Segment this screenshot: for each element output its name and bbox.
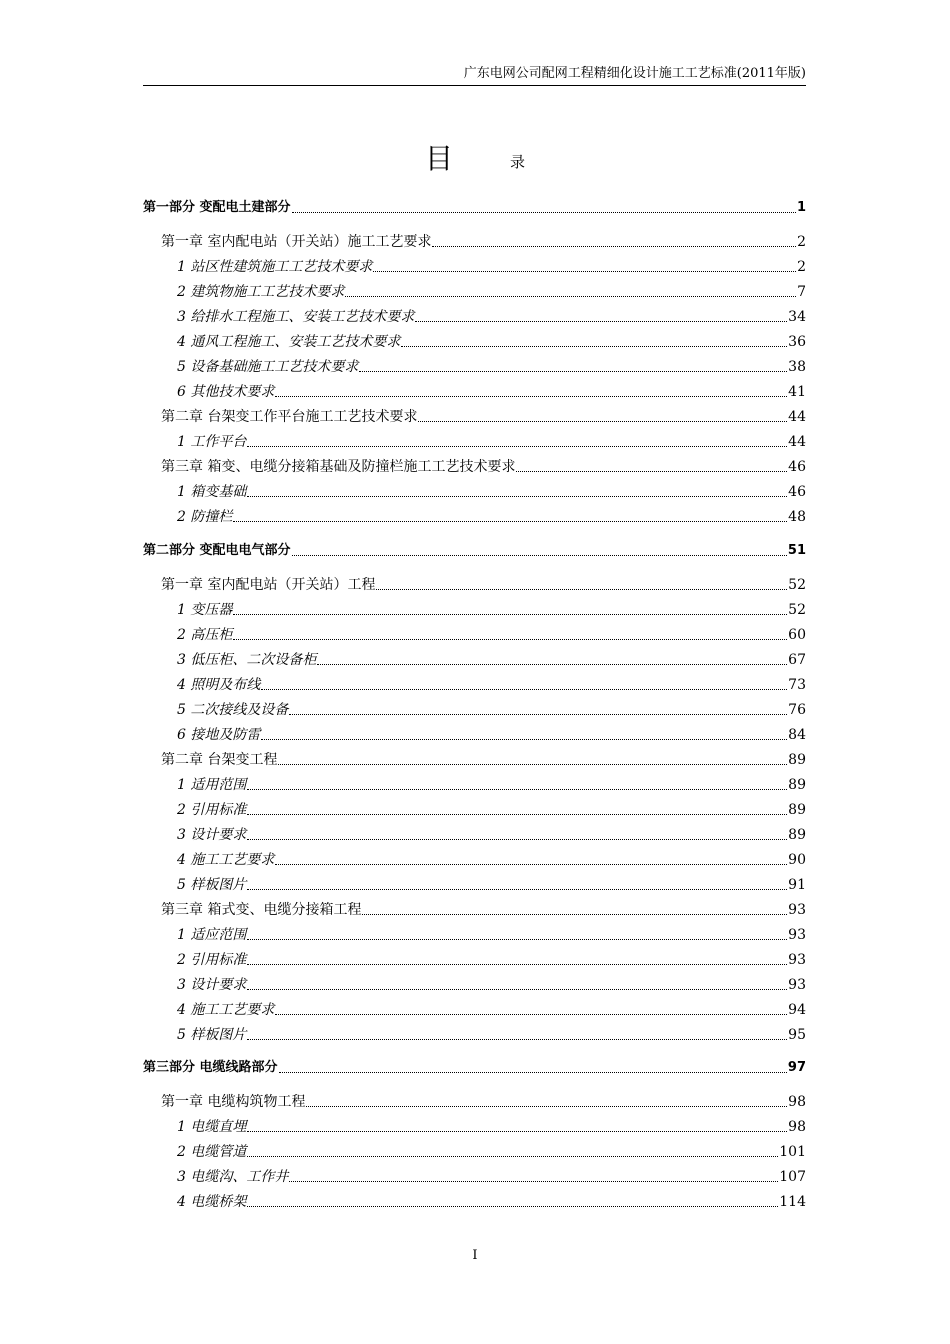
toc-dot-leader — [247, 964, 787, 965]
toc-entry-page: 7 — [797, 284, 806, 300]
toc-entry-label: 第一章 电缆构筑物工程 — [161, 1094, 306, 1110]
toc-entry-section[interactable] — [143, 847, 806, 869]
toc-entry-section[interactable] — [143, 947, 806, 969]
toc-dot-leader — [373, 271, 796, 272]
toc-entry-page: 44 — [788, 434, 806, 450]
toc-title — [0, 140, 950, 180]
toc-dot-leader — [279, 1072, 787, 1073]
toc-entry-label: 4 施工工艺要求 — [177, 1002, 275, 1018]
toc-entry-section[interactable] — [143, 1164, 806, 1186]
toc-entry-page: 101 — [779, 1144, 806, 1160]
toc-dot-leader — [261, 689, 787, 690]
toc-dot-leader — [233, 521, 787, 522]
toc-entry-label: 3 给排水工程施工、安装工艺技术要求 — [177, 309, 415, 325]
toc-entry-page: 89 — [788, 777, 806, 793]
toc-entry-section[interactable] — [143, 872, 806, 894]
toc-entry-label: 第一章 室内配电站（开关站）施工工艺要求 — [161, 234, 432, 250]
toc-entry-page: 93 — [788, 927, 806, 943]
toc-title-sub: 录 — [510, 153, 526, 171]
toc-entry-section[interactable] — [143, 622, 806, 644]
toc-entry-label: 2 建筑物施工工艺技术要求 — [177, 284, 345, 300]
toc-entry-section[interactable] — [143, 429, 806, 451]
toc-entry-page: 51 — [787, 543, 806, 558]
toc-entry-part[interactable] — [143, 538, 806, 560]
toc-entry-label: 第二章 台架变工作平台施工工艺技术要求 — [161, 409, 418, 425]
toc-entry-label: 4 照明及布线 — [177, 677, 261, 693]
toc-entry-label: 第一章 室内配电站（开关站）工程 — [161, 577, 376, 593]
toc-entry-label: 4 通风工程施工、安装工艺技术要求 — [177, 334, 401, 350]
toc-dot-leader — [247, 939, 787, 940]
toc-entry-section[interactable] — [143, 354, 806, 376]
toc-dot-leader — [415, 321, 787, 322]
toc-dot-leader — [345, 296, 796, 297]
toc-entry-page: 107 — [779, 1169, 806, 1185]
toc-entry-chapter[interactable] — [143, 454, 806, 476]
toc-entry-label: 1 适应范围 — [177, 927, 247, 943]
toc-entry-label: 4 施工工艺要求 — [177, 852, 275, 868]
toc-dot-leader — [289, 1181, 778, 1182]
toc-dot-leader — [376, 589, 787, 590]
toc-entry-page: 1 — [796, 200, 806, 215]
toc-dot-leader — [247, 1131, 787, 1132]
toc-entry-page: 76 — [788, 702, 806, 718]
toc-entry-section[interactable] — [143, 772, 806, 794]
toc-entry-page: 38 — [788, 359, 806, 375]
toc-entry-page: 48 — [788, 509, 806, 525]
toc-dot-leader — [247, 1156, 778, 1157]
toc-entry-chapter[interactable] — [143, 404, 806, 426]
toc-entry-label: 第二部分 变配电电气部分 — [143, 543, 291, 558]
toc-entry-page: 84 — [788, 727, 806, 743]
toc-entry-section[interactable] — [143, 479, 806, 501]
toc-entry-section[interactable] — [143, 379, 806, 401]
toc-entry-label: 3 低压柜、二次设备柜 — [177, 652, 317, 668]
toc-entry-label: 1 变压器 — [177, 602, 233, 618]
toc-entry-section[interactable] — [143, 279, 806, 301]
toc-entry-page: 52 — [788, 602, 806, 618]
toc-dot-leader — [306, 1106, 787, 1107]
running-header: 广东电网公司配网工程精细化设计施工工艺标准(2011年版) — [463, 66, 806, 81]
toc-entry-section[interactable] — [143, 1114, 806, 1136]
toc-entry-label: 第一部分 变配电土建部分 — [143, 200, 291, 215]
toc-entry-part[interactable] — [143, 195, 806, 217]
toc-entry-label: 第三章 箱变、电缆分接箱基础及防撞栏施工工艺技术要求 — [161, 459, 516, 475]
toc-entry-section[interactable] — [143, 1022, 806, 1044]
toc-entry-page: 93 — [788, 902, 806, 918]
toc-dot-leader — [247, 839, 787, 840]
toc-dot-leader — [233, 639, 787, 640]
toc-entry-page: 46 — [788, 484, 806, 500]
toc-dot-leader — [275, 864, 787, 865]
toc-entry-label: 第三章 箱式变、电缆分接箱工程 — [161, 902, 362, 918]
toc-entry-label: 2 引用标准 — [177, 952, 247, 968]
toc-entry-page: 91 — [788, 877, 806, 893]
toc-entry-label: 2 高压柜 — [177, 627, 233, 643]
toc-entry-section[interactable] — [143, 329, 806, 351]
toc-entry-label: 1 箱变基础 — [177, 484, 247, 500]
toc-entry-page: 46 — [788, 459, 806, 475]
toc-entry-label: 1 适用范围 — [177, 777, 247, 793]
toc-dot-leader — [278, 764, 787, 765]
toc-dot-leader — [432, 246, 796, 247]
toc-entry-section[interactable] — [143, 304, 806, 326]
toc-entry-chapter[interactable] — [143, 747, 806, 769]
toc-entry-page: 60 — [788, 627, 806, 643]
toc-entry-label: 5 设备基础施工工艺技术要求 — [177, 359, 359, 375]
toc-entry-label: 5 样板图片 — [177, 1027, 247, 1043]
toc-entry-label: 2 防撞栏 — [177, 509, 233, 525]
toc-entry-page: 67 — [788, 652, 806, 668]
toc-entry-label: 2 引用标准 — [177, 802, 247, 818]
toc-dot-leader — [418, 421, 787, 422]
toc-title-main: 目 — [425, 142, 454, 175]
toc-entry-page: 73 — [788, 677, 806, 693]
toc-dot-leader — [317, 664, 787, 665]
toc-dot-leader — [247, 889, 787, 890]
toc-entry-label: 3 电缆沟、工作井 — [177, 1169, 289, 1185]
toc-dot-leader — [401, 346, 787, 347]
toc-entry-label: 6 接地及防雷 — [177, 727, 261, 743]
toc-entry-chapter[interactable] — [143, 1089, 806, 1111]
toc-dot-leader — [233, 614, 787, 615]
toc-entry-page: 97 — [787, 1060, 806, 1075]
toc-dot-leader — [292, 212, 796, 213]
header-rule — [143, 85, 806, 86]
toc-entry-chapter[interactable] — [143, 229, 806, 251]
toc-entry-section[interactable] — [143, 922, 806, 944]
toc-entry-page: 2 — [797, 259, 806, 275]
toc-entry-label: 第三部分 电缆线路部分 — [143, 1060, 278, 1075]
toc-entry-page: 36 — [788, 334, 806, 350]
toc-entry-page: 93 — [788, 952, 806, 968]
toc-entry-section[interactable] — [143, 697, 806, 719]
toc-entry-chapter[interactable] — [143, 572, 806, 594]
toc-entry-label: 1 站区性建筑施工工艺技术要求 — [177, 259, 373, 275]
toc-entry-part[interactable] — [143, 1055, 806, 1077]
toc-entry-section[interactable] — [143, 254, 806, 276]
toc-entry-section[interactable] — [143, 722, 806, 744]
toc-entry-label: 1 电缆直埋 — [177, 1119, 247, 1135]
toc-entry-page: 98 — [788, 1094, 806, 1110]
toc-dot-leader — [516, 471, 787, 472]
toc-entry-section[interactable] — [143, 997, 806, 1019]
toc-entry-page: 95 — [788, 1027, 806, 1043]
toc-entry-label: 4 电缆桥架 — [177, 1194, 247, 1210]
toc-entry-section[interactable] — [143, 797, 806, 819]
toc-entry-page: 98 — [788, 1119, 806, 1135]
toc-entry-section[interactable] — [143, 1139, 806, 1161]
toc-entry-page: 89 — [788, 752, 806, 768]
toc-entry-label: 第二章 台架变工程 — [161, 752, 278, 768]
toc-dot-leader — [247, 496, 787, 497]
toc-entry-page: 34 — [788, 309, 806, 325]
toc-entry-section[interactable] — [143, 672, 806, 694]
toc-dot-leader — [275, 1014, 787, 1015]
toc-entry-section[interactable] — [143, 1189, 806, 1211]
toc-entry-label: 3 设计要求 — [177, 977, 247, 993]
toc-entry-page: 52 — [788, 577, 806, 593]
toc-dot-leader — [362, 914, 787, 915]
toc-dot-leader — [261, 739, 787, 740]
toc-dot-leader — [289, 714, 787, 715]
toc-entry-section[interactable] — [143, 597, 806, 619]
toc-entry-label: 2 电缆管道 — [177, 1144, 247, 1160]
toc-dot-leader — [247, 789, 787, 790]
toc-entry-label: 5 样板图片 — [177, 877, 247, 893]
toc-dot-leader — [247, 989, 787, 990]
toc-entry-page: 2 — [797, 234, 806, 250]
toc-entry-chapter[interactable] — [143, 897, 806, 919]
toc-dot-leader — [292, 555, 787, 556]
toc-entry-label: 6 其他技术要求 — [177, 384, 275, 400]
page-number: I — [472, 1248, 478, 1263]
toc-entry-section[interactable] — [143, 647, 806, 669]
toc-entry-page: 93 — [788, 977, 806, 993]
toc-entry-label: 3 设计要求 — [177, 827, 247, 843]
toc-entry-page: 89 — [788, 802, 806, 818]
toc-entry-section[interactable] — [143, 504, 806, 526]
toc-entry-page: 89 — [788, 827, 806, 843]
toc-dot-leader — [247, 814, 787, 815]
toc-entry-label: 5 二次接线及设备 — [177, 702, 289, 718]
toc-entry-label: 1 工作平台 — [177, 434, 247, 450]
toc-entry-page: 94 — [788, 1002, 806, 1018]
toc-dot-leader — [247, 446, 787, 447]
toc-dot-leader — [359, 371, 787, 372]
toc-dot-leader — [247, 1039, 787, 1040]
toc-entry-page: 114 — [779, 1194, 806, 1210]
toc-entry-page: 90 — [788, 852, 806, 868]
toc-entry-page: 41 — [788, 384, 806, 400]
toc-dot-leader — [275, 396, 787, 397]
toc-dot-leader — [247, 1206, 778, 1207]
toc-entry-section[interactable] — [143, 972, 806, 994]
toc-entry-section[interactable] — [143, 822, 806, 844]
toc-entry-page: 44 — [788, 409, 806, 425]
